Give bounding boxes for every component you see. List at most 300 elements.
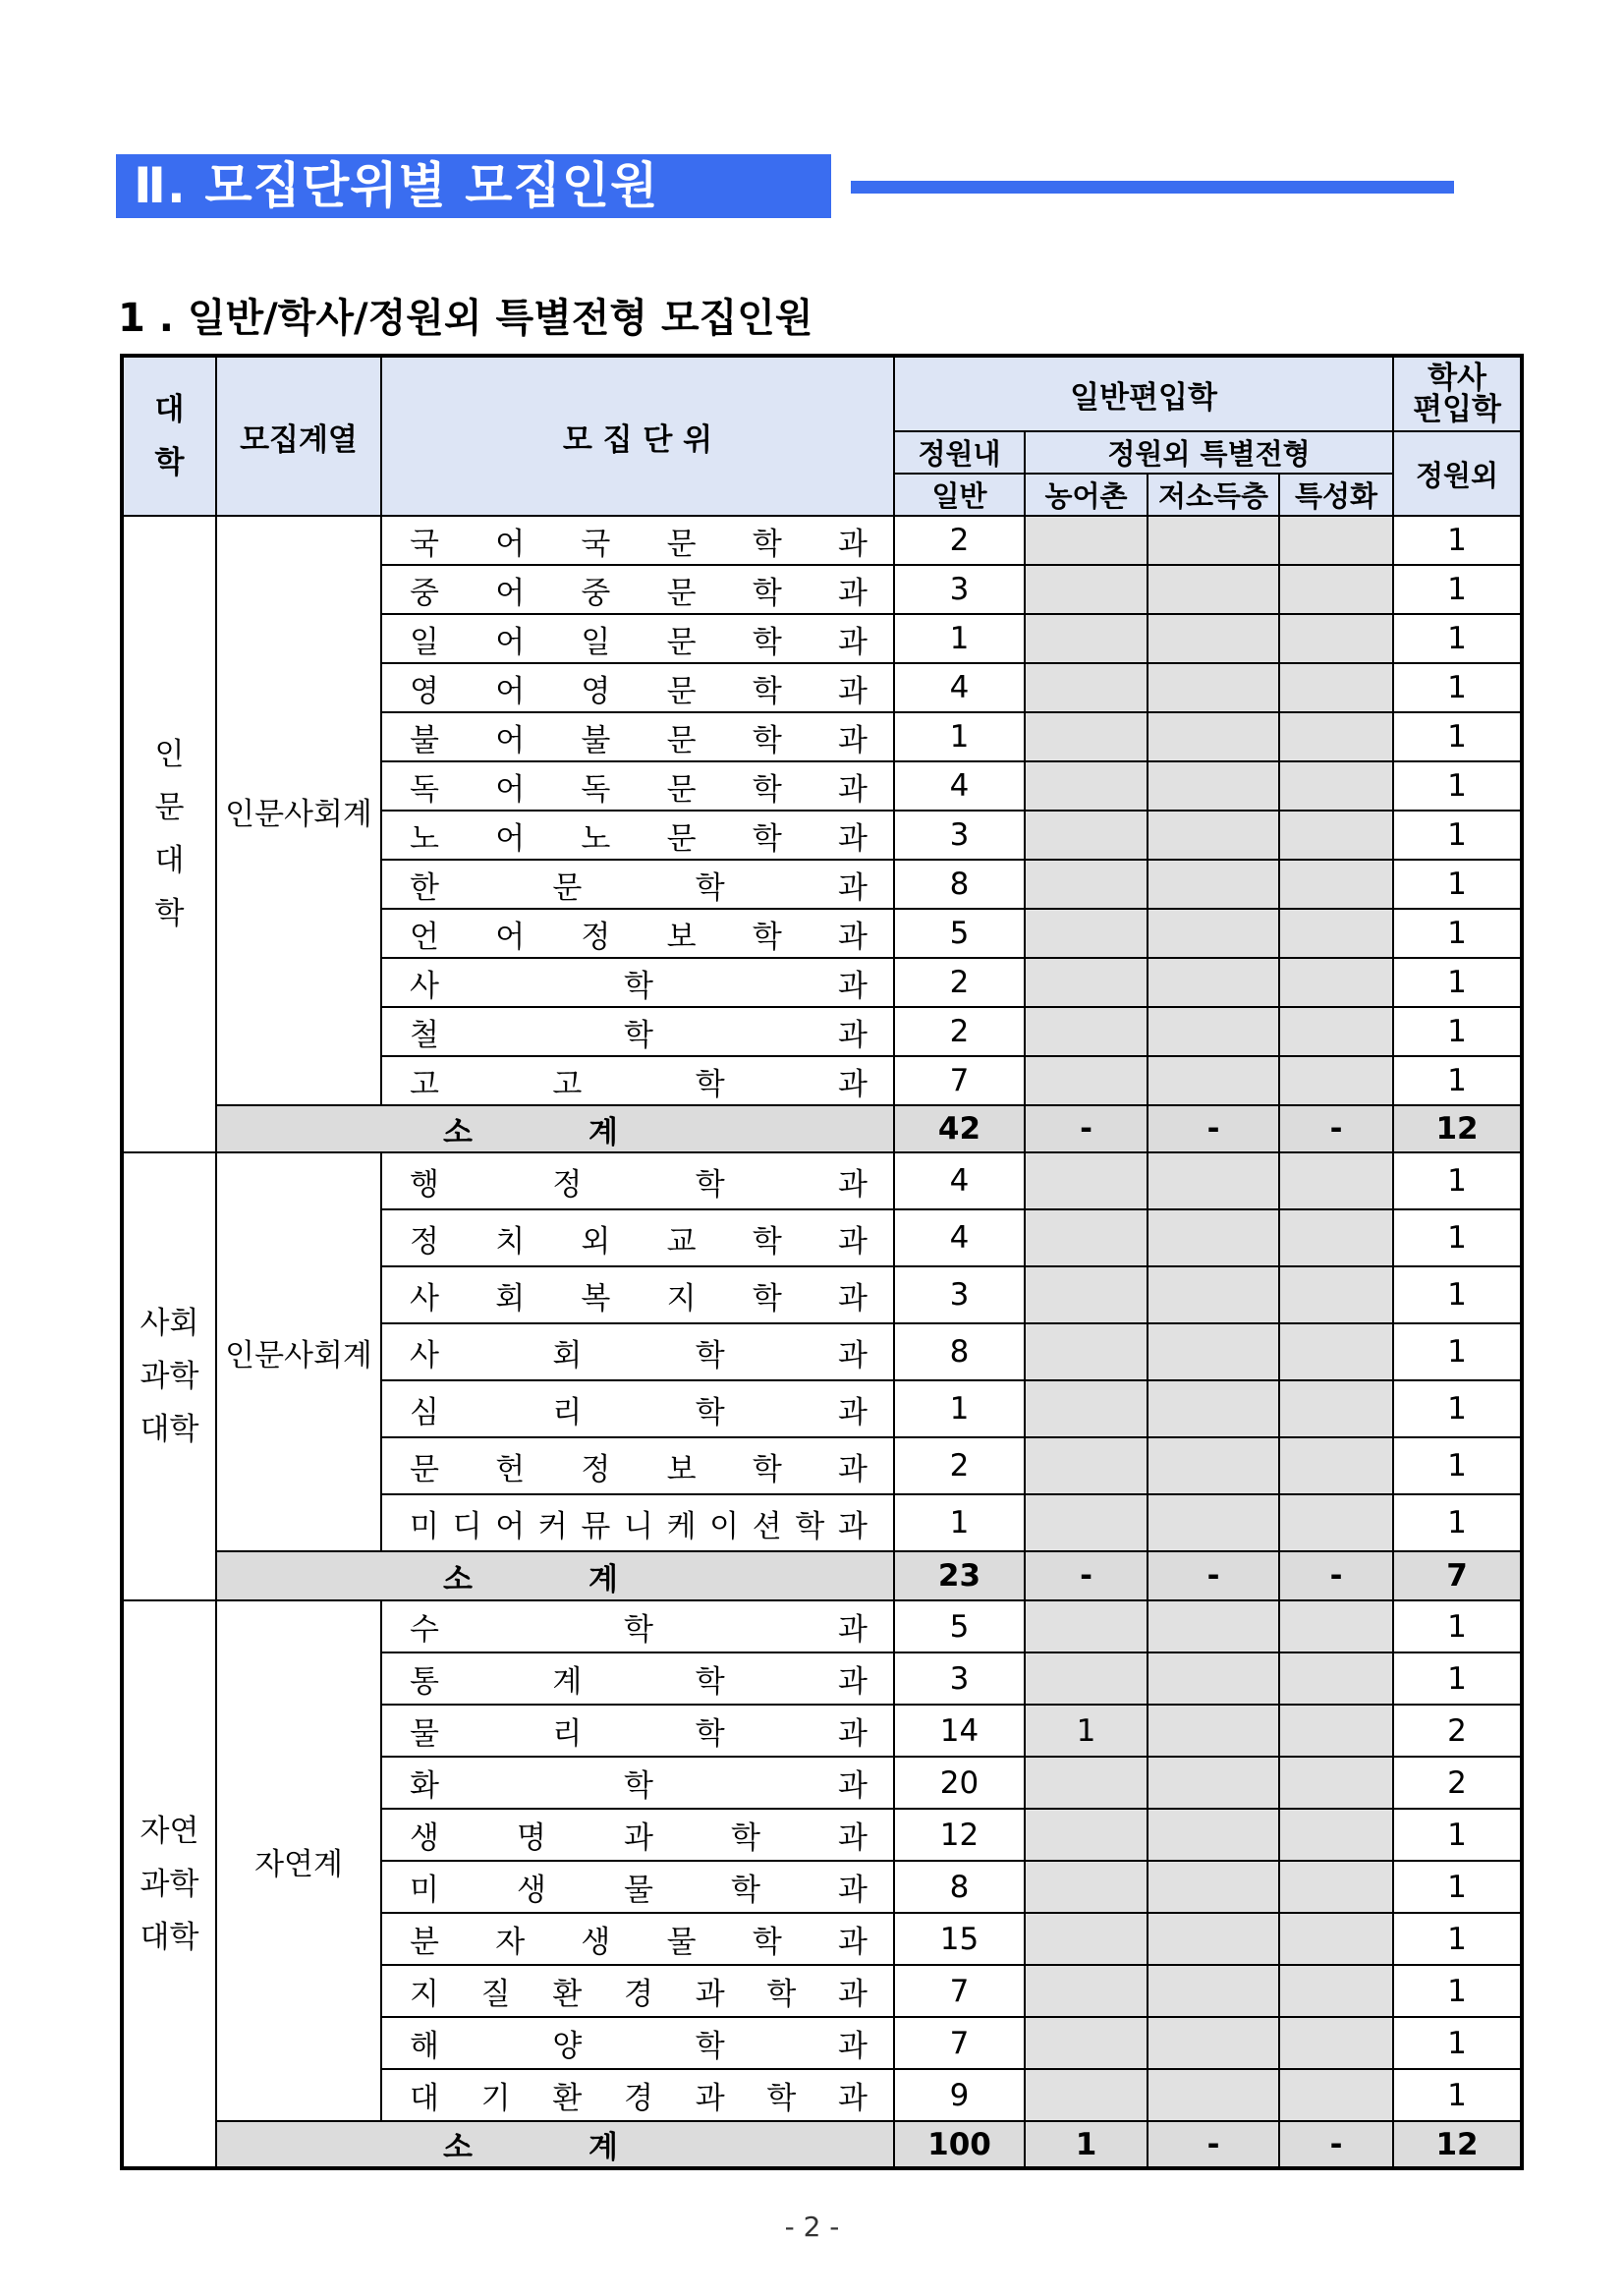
rural-count-cell [1025, 614, 1148, 663]
unit-char: 리 [552, 1394, 583, 1430]
rural-count-cell [1025, 1861, 1148, 1913]
table-row [122, 1152, 1522, 1209]
unit-cell [381, 2017, 894, 2069]
rural-count-cell [1025, 712, 1148, 761]
unit-char: 학 [624, 1612, 653, 1648]
unit-char: 학 [752, 1280, 782, 1316]
bachelor-count-cell: 1 [1393, 1494, 1522, 1551]
unit-char: 과 [837, 1508, 868, 1544]
unit-char: 과 [838, 771, 868, 808]
specialized-count-cell [1279, 761, 1393, 811]
unit-char: 과 [624, 1820, 653, 1856]
subtotal-low-income: - [1148, 2121, 1279, 2168]
specialized-count-cell [1279, 909, 1393, 958]
unit-cell [381, 1965, 894, 2017]
unit-char: 교 [666, 1223, 697, 1260]
unit-char: 학 [752, 919, 782, 955]
unit-char: 과 [838, 919, 868, 955]
unit-char: 일 [581, 624, 611, 660]
subtotal-row [122, 1551, 1522, 1600]
page-number: - 2 - [784, 2211, 840, 2243]
unit-char: 어 [495, 1508, 526, 1544]
unit-char: 학 [752, 1451, 782, 1487]
unit-char: 보 [666, 1451, 697, 1487]
unit-char: 문 [552, 869, 583, 906]
unit-char: 고 [552, 1066, 583, 1102]
unit-cell [381, 811, 894, 860]
bachelor-count-cell: 1 [1393, 761, 1522, 811]
unit-char: 문 [666, 575, 697, 611]
subtotal-rural: - [1025, 1105, 1148, 1152]
unit-char: 기 [480, 2081, 511, 2116]
unit-char: 학 [731, 1873, 760, 1908]
bachelor-count-cell: 1 [1393, 1913, 1522, 1965]
unit-char: 미 [410, 1873, 439, 1908]
unit-char: 정 [552, 1166, 583, 1203]
unit-char: 불 [410, 722, 439, 758]
general-count-cell: 7 [894, 1965, 1025, 2017]
rural-count-cell [1025, 565, 1148, 614]
bachelor-count-cell: 2 [1393, 1757, 1522, 1809]
unit-char: 과 [838, 1977, 868, 2012]
low-income-count-cell [1148, 1437, 1279, 1494]
low-income-count-cell [1148, 516, 1279, 565]
table-row [122, 1600, 1522, 1652]
unit-char: 학 [752, 1223, 782, 1260]
general-count-cell: 2 [894, 1437, 1025, 1494]
category-cell: 인문사회계 [216, 1152, 381, 1551]
specialized-count-cell [1279, 1323, 1393, 1380]
unit-char: 학 [752, 575, 782, 611]
unit-cell [381, 1913, 894, 1965]
unit-char: 학 [766, 2081, 797, 2116]
specialized-count-cell [1279, 1757, 1393, 1809]
low-income-count-cell [1148, 663, 1279, 712]
low-income-count-cell [1148, 811, 1279, 860]
specialized-count-cell [1279, 1437, 1393, 1494]
unit-char: 학 [695, 1337, 725, 1373]
low-income-count-cell [1148, 1380, 1279, 1437]
table-row [122, 516, 1522, 565]
unit-char: 보 [666, 919, 697, 955]
unit-char: 회 [552, 1337, 583, 1373]
unit-char: 한 [410, 869, 439, 906]
unit-char: 과 [838, 526, 868, 562]
unit-char: 헌 [495, 1451, 526, 1487]
rural-count-cell [1025, 1209, 1148, 1266]
unit-char: 지 [410, 1977, 439, 2012]
subsection-title: 1 . 일반/학사/정원외 특별전형 모집인원 [118, 296, 813, 341]
rural-count-cell [1025, 811, 1148, 860]
subtotal-low-income: - [1148, 1105, 1279, 1152]
general-count-cell: 8 [894, 1861, 1025, 1913]
bachelor-count-cell: 1 [1393, 1652, 1522, 1705]
low-income-count-cell [1148, 1323, 1279, 1380]
subtotal-bachelor: 12 [1393, 1105, 1522, 1152]
unit-cell [381, 1809, 894, 1861]
specialized-count-cell [1279, 614, 1393, 663]
unit-cell [381, 1757, 894, 1809]
unit-char: 사 [410, 968, 439, 1004]
unit-char: 과 [838, 1820, 868, 1856]
subtotal-row [122, 1105, 1522, 1152]
unit-char: 수 [410, 1612, 439, 1648]
unit-char: 환 [552, 1977, 583, 2012]
unit-cell [381, 2069, 894, 2121]
unit-char: 과 [838, 1223, 868, 1260]
bachelor-count-cell: 1 [1393, 2069, 1522, 2121]
specialized-count-cell [1279, 1965, 1393, 2017]
unit-char: 외 [581, 1223, 611, 1260]
unit-char: 정 [581, 1451, 611, 1487]
unit-char: 학 [695, 1394, 725, 1430]
rural-count-cell [1025, 1380, 1148, 1437]
unit-char: 문 [666, 820, 697, 857]
bachelor-count-cell: 1 [1393, 1437, 1522, 1494]
rural-count-cell [1025, 958, 1148, 1007]
unit-char: 철 [410, 1017, 439, 1053]
low-income-count-cell [1148, 1965, 1279, 2017]
unit-char: 독 [410, 771, 439, 808]
section-banner: Ⅱ. 모집단위별 모집인원 [116, 154, 831, 218]
unit-char: 경 [624, 1977, 653, 2012]
specialized-count-cell [1279, 1600, 1393, 1652]
unit-char: 환 [552, 2081, 583, 2116]
unit-char: 션 [752, 1508, 782, 1544]
low-income-count-cell [1148, 2069, 1279, 2121]
specialized-count-cell [1279, 1152, 1393, 1209]
unit-char: 통 [410, 1664, 439, 1700]
unit-cell [381, 614, 894, 663]
unit-char: 언 [410, 919, 439, 955]
unit-char: 생 [410, 1820, 439, 1856]
specialized-count-cell [1279, 1007, 1393, 1056]
rural-count-cell [1025, 1152, 1148, 1209]
low-income-count-cell [1148, 958, 1279, 1007]
low-income-count-cell [1148, 1809, 1279, 1861]
specialized-count-cell [1279, 2017, 1393, 2069]
general-count-cell: 2 [894, 1007, 1025, 1056]
general-count-cell: 1 [894, 712, 1025, 761]
unit-char: 과 [838, 1873, 868, 1908]
general-count-cell: 14 [894, 1705, 1025, 1757]
subtotal-bachelor: 12 [1393, 2121, 1522, 2168]
unit-char: 과 [838, 968, 868, 1004]
specialized-count-cell [1279, 1056, 1393, 1105]
unit-char: 어 [495, 919, 526, 955]
bachelor-count-cell: 1 [1393, 1266, 1522, 1323]
unit-char: 고 [410, 1066, 439, 1102]
bachelor-count-cell: 1 [1393, 811, 1522, 860]
low-income-count-cell [1148, 860, 1279, 909]
subtotal-label-char: 계 [588, 1561, 618, 1597]
unit-cell [381, 1861, 894, 1913]
unit-char: 분 [410, 1925, 439, 1960]
bachelor-count-cell: 1 [1393, 1600, 1522, 1652]
unit-char: 커 [537, 1508, 568, 1544]
unit-char: 경 [624, 2081, 653, 2116]
unit-char: 과 [838, 624, 868, 660]
header-rural: 농어촌 [1025, 474, 1148, 516]
unit-char: 국 [581, 526, 611, 562]
unit-char: 어 [495, 820, 526, 857]
category-cell: 자연계 [216, 1600, 381, 2121]
general-count-cell: 5 [894, 1600, 1025, 1652]
unit-cell [381, 1266, 894, 1323]
general-count-cell: 15 [894, 1913, 1025, 1965]
unit-char: 과 [838, 1925, 868, 1960]
unit-char: 사 [410, 1337, 439, 1373]
bachelor-count-cell: 1 [1393, 909, 1522, 958]
unit-char: 화 [410, 1768, 439, 1804]
unit-char: 과 [838, 1166, 868, 1203]
low-income-count-cell [1148, 1209, 1279, 1266]
unit-char: 학 [695, 2029, 725, 2064]
unit-char: 독 [581, 771, 611, 808]
unit-char: 정 [410, 1223, 439, 1260]
unit-cell [381, 1600, 894, 1652]
specialized-count-cell [1279, 860, 1393, 909]
general-count-cell: 3 [894, 811, 1025, 860]
unit-char: 학 [624, 968, 653, 1004]
unit-char: 어 [495, 722, 526, 758]
header-in-quota: 정원내 [894, 431, 1025, 474]
bachelor-count-cell: 1 [1393, 663, 1522, 712]
unit-char: 일 [410, 624, 439, 660]
subtotal-bachelor: 7 [1393, 1551, 1522, 1600]
low-income-count-cell [1148, 712, 1279, 761]
unit-cell [381, 1323, 894, 1380]
unit-char: 학 [624, 1768, 653, 1804]
unit-char: 노 [581, 820, 611, 857]
rural-count-cell [1025, 1056, 1148, 1105]
unit-char: 디 [452, 1508, 482, 1544]
unit-char: 심 [410, 1394, 439, 1430]
rural-count-cell [1025, 2069, 1148, 2121]
unit-char: 생 [517, 1873, 546, 1908]
unit-char: 어 [495, 673, 526, 709]
rural-count-cell [1025, 1494, 1148, 1551]
unit-char: 학 [624, 1017, 653, 1053]
rural-count-cell [1025, 909, 1148, 958]
unit-char: 양 [552, 2029, 583, 2064]
subtotal-label [216, 1105, 894, 1152]
unit-char: 과 [838, 1066, 868, 1102]
bachelor-count-cell: 1 [1393, 1809, 1522, 1861]
unit-char: 학 [752, 526, 782, 562]
unit-char: 질 [480, 1977, 511, 2012]
header-low-income: 저소득층 [1148, 474, 1279, 516]
specialized-count-cell [1279, 811, 1393, 860]
unit-char: 리 [552, 1716, 583, 1752]
bachelor-count-cell: 1 [1393, 1056, 1522, 1105]
unit-cell [381, 909, 894, 958]
bachelor-count-cell: 1 [1393, 1209, 1522, 1266]
header-general-transfer: 일반편입학 [894, 356, 1393, 431]
unit-cell [381, 860, 894, 909]
bachelor-count-cell: 1 [1393, 1152, 1522, 1209]
unit-char: 학 [766, 1977, 797, 2012]
header-unit: 모 집 단 위 [381, 356, 894, 516]
subtotal-label-char: 소 [443, 2130, 473, 2165]
bachelor-count-cell: 1 [1393, 1861, 1522, 1913]
subtotal-general: 23 [894, 1551, 1025, 1600]
unit-char: 학 [752, 722, 782, 758]
unit-cell [381, 1705, 894, 1757]
specialized-count-cell [1279, 1209, 1393, 1266]
low-income-count-cell [1148, 2017, 1279, 2069]
specialized-count-cell [1279, 1913, 1393, 1965]
rural-count-cell [1025, 1007, 1148, 1056]
unit-char: 과 [838, 1394, 868, 1430]
unit-char: 학 [695, 1664, 725, 1700]
header-out-quota: 정원외 [1393, 431, 1522, 516]
unit-char: 정 [581, 919, 611, 955]
unit-char: 치 [495, 1223, 526, 1260]
bachelor-count-cell: 1 [1393, 516, 1522, 565]
unit-cell [381, 1056, 894, 1105]
rural-count-cell [1025, 663, 1148, 712]
unit-char: 학 [752, 1925, 782, 1960]
low-income-count-cell [1148, 1705, 1279, 1757]
bachelor-count-cell: 1 [1393, 1007, 1522, 1056]
section-rule [851, 181, 1454, 194]
general-count-cell: 4 [894, 1152, 1025, 1209]
bachelor-count-cell: 1 [1393, 1965, 1522, 2017]
general-count-cell: 4 [894, 1209, 1025, 1266]
rural-count-cell [1025, 1600, 1148, 1652]
unit-char: 뮤 [581, 1508, 611, 1544]
subtotal-row [122, 2121, 1522, 2168]
unit-char: 자 [495, 1925, 526, 1960]
unit-char: 과 [838, 2029, 868, 2064]
general-count-cell: 7 [894, 1056, 1025, 1105]
unit-char: 학 [695, 1716, 725, 1752]
unit-char: 과 [838, 1716, 868, 1752]
unit-char: 회 [495, 1280, 526, 1316]
bachelor-count-cell: 1 [1393, 860, 1522, 909]
bachelor-count-cell: 1 [1393, 565, 1522, 614]
unit-cell [381, 1007, 894, 1056]
unit-char: 미 [410, 1508, 439, 1544]
low-income-count-cell [1148, 1757, 1279, 1809]
header-bachelor-transfer: 학사 편입학 [1393, 356, 1522, 431]
header-special: 정원외 특별전형 [1025, 431, 1393, 474]
rural-count-cell [1025, 2017, 1148, 2069]
rural-count-cell [1025, 1913, 1148, 1965]
unit-char: 지 [666, 1280, 697, 1316]
unit-char: 과 [695, 2081, 725, 2116]
unit-char: 물 [410, 1716, 439, 1752]
specialized-count-cell [1279, 1652, 1393, 1705]
bachelor-count-cell: 1 [1393, 1323, 1522, 1380]
unit-char: 니 [623, 1508, 653, 1544]
general-count-cell: 2 [894, 516, 1025, 565]
unit-char: 과 [838, 1612, 868, 1648]
general-count-cell: 1 [894, 614, 1025, 663]
unit-char: 문 [666, 771, 697, 808]
unit-cell [381, 663, 894, 712]
unit-cell [381, 1437, 894, 1494]
general-count-cell: 5 [894, 909, 1025, 958]
subtotal-label [216, 2121, 894, 2168]
unit-cell [381, 761, 894, 811]
subtotal-specialized: - [1279, 2121, 1393, 2168]
unit-char: 과 [838, 1017, 868, 1053]
unit-cell [381, 516, 894, 565]
bachelor-count-cell: 2 [1393, 1705, 1522, 1757]
subtotal-label-char: 소 [443, 1114, 473, 1150]
low-income-count-cell [1148, 909, 1279, 958]
unit-char: 학 [695, 869, 725, 906]
unit-char: 과 [695, 1977, 725, 2012]
unit-char: 국 [410, 526, 439, 562]
college-cell: 자연 과학 대학 [122, 1600, 216, 2168]
unit-char: 문 [410, 1451, 439, 1487]
unit-char: 학 [752, 771, 782, 808]
subtotal-general: 100 [894, 2121, 1025, 2168]
rural-count-cell: 1 [1025, 1705, 1148, 1757]
unit-char: 계 [552, 1664, 583, 1700]
unit-char: 과 [838, 673, 868, 709]
unit-char: 학 [752, 820, 782, 857]
unit-cell [381, 565, 894, 614]
header-college: 대 학 [122, 356, 216, 516]
unit-char: 과 [838, 2081, 868, 2116]
table-body [122, 516, 1522, 2168]
low-income-count-cell [1148, 1007, 1279, 1056]
unit-char: 어 [495, 575, 526, 611]
unit-cell [381, 1652, 894, 1705]
unit-char: 영 [410, 673, 439, 709]
category-cell: 인문사회계 [216, 516, 381, 1105]
general-count-cell: 3 [894, 565, 1025, 614]
unit-char: 어 [495, 771, 526, 808]
unit-char: 노 [410, 820, 439, 857]
unit-char: 문 [666, 526, 697, 562]
unit-cell [381, 1380, 894, 1437]
unit-cell [381, 1494, 894, 1551]
subtotal-label-char: 계 [588, 2130, 618, 2165]
specialized-count-cell [1279, 2069, 1393, 2121]
unit-char: 생 [581, 1925, 611, 1960]
general-count-cell: 20 [894, 1757, 1025, 1809]
unit-char: 대 [410, 2081, 439, 2116]
low-income-count-cell [1148, 1152, 1279, 1209]
subtotal-low-income: - [1148, 1551, 1279, 1600]
unit-char: 과 [838, 1768, 868, 1804]
subtotal-specialized: - [1279, 1551, 1393, 1600]
general-count-cell: 1 [894, 1380, 1025, 1437]
general-count-cell: 9 [894, 2069, 1025, 2121]
subtotal-label [216, 1551, 894, 1600]
rural-count-cell [1025, 1437, 1148, 1494]
unit-char: 중 [581, 575, 611, 611]
unit-char: 과 [838, 1337, 868, 1373]
unit-char: 어 [495, 526, 526, 562]
unit-char: 이 [709, 1508, 740, 1544]
unit-cell [381, 958, 894, 1007]
general-count-cell: 12 [894, 1809, 1025, 1861]
unit-char: 영 [581, 673, 611, 709]
general-count-cell: 8 [894, 860, 1025, 909]
college-cell: 사회 과학 대학 [122, 1152, 216, 1600]
general-count-cell: 2 [894, 958, 1025, 1007]
low-income-count-cell [1148, 1861, 1279, 1913]
unit-char: 학 [795, 1508, 825, 1544]
low-income-count-cell [1148, 1600, 1279, 1652]
general-count-cell: 3 [894, 1266, 1025, 1323]
